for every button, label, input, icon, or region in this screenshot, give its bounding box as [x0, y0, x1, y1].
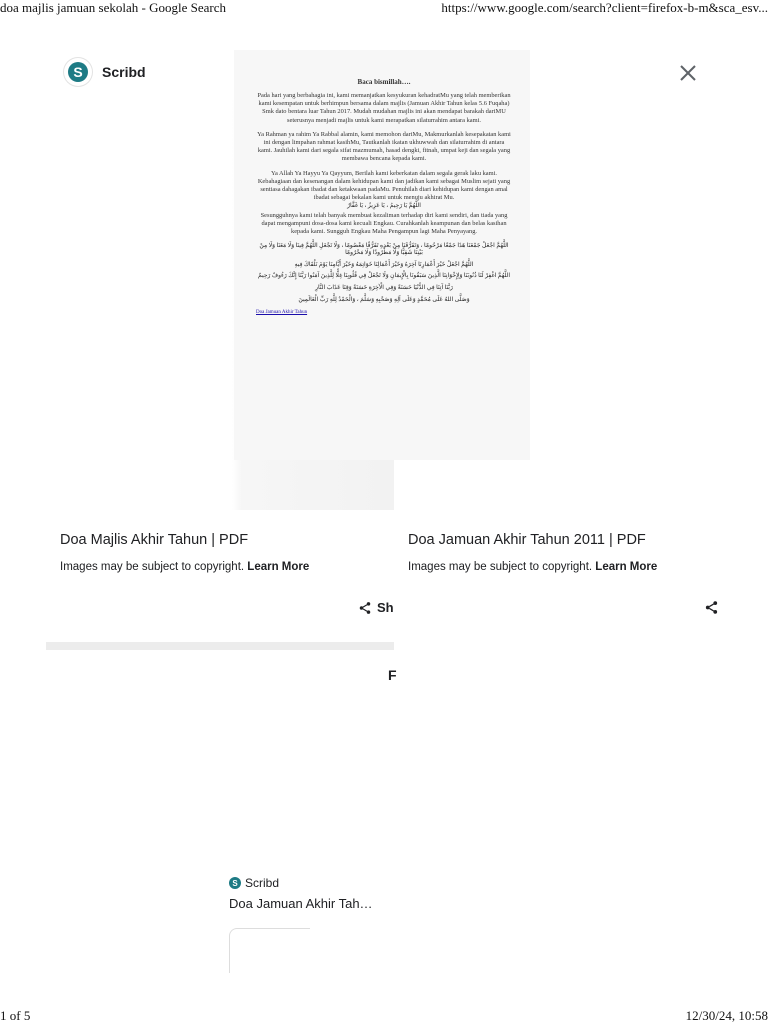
- doc-arabic-line: اللَّهُمَّ اجْعَلْ خَيْرَ أَعْمَارِنَا آخِرَهُ وَخَيْرَ أَعْمَالِنَا خَوَاتِمَهُ وَخَيْرَ أَيَّامِنَا يَوْمَ نَلْقَاكَ فِيهِ: [294, 261, 474, 268]
- left-share-button[interactable]: [358, 600, 394, 615]
- left-copyright-text: Images may be subject to copyright.: [60, 561, 245, 573]
- doc-arabic-line: اللَّهُمَّ يَا رَحِيمُ ، يَا عَزِيزُ ، يَا غَفَّارُ: [347, 203, 421, 210]
- left-learn-more-link[interactable]: Learn More: [247, 561, 310, 573]
- separator-bar: [46, 642, 394, 650]
- left-share-label: Sh: [377, 600, 394, 615]
- right-copyright-text: Images may be subject to copyright.: [408, 561, 593, 573]
- doc-paragraph: Ya Allah Ya Hayyu Ya Qayyum, Berilah kami keberkatan dalam segala gerak laku kami. Kebahagiaan dan kesenangan dalam kehidupan kami dan jadikan kami sebagai Muslim sejati yang sentiasa dahagakan ibadat dan ketakwaan padaMu. Penuhilah diari kehidupan kami dengan amal ibadat sebagai bekalan kami untuk menuju akhirat Mu.: [257, 169, 511, 202]
- related-result-title[interactable]: Doa Jamuan Akhir Tah…: [229, 896, 373, 911]
- left-copyright-notice: [60, 561, 309, 573]
- related-result-thumbnail[interactable]: [229, 928, 310, 973]
- right-share-button[interactable]: [704, 600, 719, 615]
- doc-arabic-line: وَصَلَّى اللهُ عَلَى مُحَمَّدٍ وَعَلَى آلِهِ وَصَحْبِهِ وَسَلَّمَ ، وَالْحَمْدُ لِلَّهِ رَبِّ الْعَالَمِينَ: [298, 296, 470, 303]
- right-result-title[interactable]: Doa Jamuan Akhir Tahun 2011 | PDF: [408, 532, 646, 548]
- related-result-source: [229, 876, 399, 890]
- print-footer-page: 1 of 5: [0, 1008, 31, 1023]
- clipped-text-fragment: F: [388, 667, 397, 683]
- doc-arabic-line: اللَّهُمَّ اجْعَلْ جَمْعَنَا هَذَا جَمْعًا مَرْحُومًا ، وَتَفَرُّقَنَا مِنْ بَعْدِهِ تَفَرُّقًا مَعْصُومًا ، وَلَا تَجْعَلِ اللَّهُمَّ فِينَا وَلَا مَعَنَا وَلَا مِنْ بَيْنِنَا شَقِيًّا وَلَا مَطْرُودًا وَلَا مَحْرُومًا: [259, 242, 509, 257]
- close-button[interactable]: [676, 60, 700, 84]
- related-result-source-name: Scribd: [245, 876, 280, 890]
- close-icon: [680, 65, 696, 81]
- left-source-name: Scribd: [102, 64, 146, 80]
- doc-link[interactable]: Doa Jamuan Akhir Tahun: [256, 310, 308, 316]
- print-footer-datetime: 12/30/24, 10:58: [685, 1008, 768, 1023]
- share-icon: [358, 601, 372, 615]
- right-learn-more-link[interactable]: Learn More: [595, 561, 658, 573]
- print-header-url: https://www.google.com/search?client=firefox-b-m&sca_esv...: [441, 0, 768, 15]
- doc-arabic-line: اللَّهُمَّ اغْفِرْ لَنَا ذُنُوبَنَا وَلِإِخْوَانِنَا الَّذِينَ سَبَقُونَا بِالْإِيمَانِ وَلَا تَجْعَلْ فِي قُلُوبِنَا غِلًّا لِلَّذِينَ آمَنُوا رَبَّنَا إِنَّكَ رَءُوفٌ رَحِيمٌ: [257, 273, 510, 280]
- document-preview[interactable]: [234, 50, 530, 460]
- doc-paragraph: Sesungguhnya kami telah banyak membuat kezaliman terhadap diri kami sendiri, dan tiada yang dapat mengampuni dosa-dosa kami kecuali Engkau. Curahkanlah keampunan dan belas kasihan kepada kami. Sungguh Engkau Maha Pengampun lagi Maha Penyayang.: [260, 212, 508, 236]
- doc-paragraph: Ya Rahman ya rahim Ya Rabbal alamin, kami memohon dariMu, Makmurkanlah kesepakatan kami ini dengan limpahan rahmat kasihMu, Tautkanlah ikatan ukhuwwah dan silaturrahim di antara kami. Jauhilah kami dari segala sifat mazmumah, hasad dengki, fitnah, umpat keji dan segala yang membawa bencana kepada kami.: [257, 130, 511, 163]
- scribd-logo-icon: S: [64, 58, 92, 86]
- related-result-card[interactable]: [229, 876, 399, 911]
- share-icon: [704, 600, 719, 615]
- left-source[interactable]: [64, 58, 146, 86]
- right-copyright-notice: [408, 561, 657, 573]
- scribd-logo-icon: S: [229, 877, 241, 889]
- doc-arabic-line: رَبَّنَا آتِنَا فِي الدُّنْيَا حَسَنَةً وَفِي الْآخِرَةِ حَسَنَةً وَقِنَا عَذَابَ النَّارِ: [315, 285, 453, 292]
- doc-paragraph: Pada hari yang berbahagia ini, kami memanjatkan kesyukuran kehadratMu yang telah memberikan kami kesempatan untuk berhimpun bersama dalam majlis (Jamuan Akhir Tahun kelas 5.6 Fuqaha) Smk dato bentara luar Tahun 2017. Mudah mudahan majlis ini akan mendapat barakah dariMU seterusnya menjadi majlis untuk kami merapatkan silaturrahim antara kami.: [257, 92, 511, 124]
- print-header-title: doa majlis jamuan sekolah - Google Search: [0, 0, 226, 15]
- left-result-title[interactable]: Doa Majlis Akhir Tahun | PDF: [60, 532, 249, 548]
- doc-heading: Baca bismillah….: [357, 78, 411, 86]
